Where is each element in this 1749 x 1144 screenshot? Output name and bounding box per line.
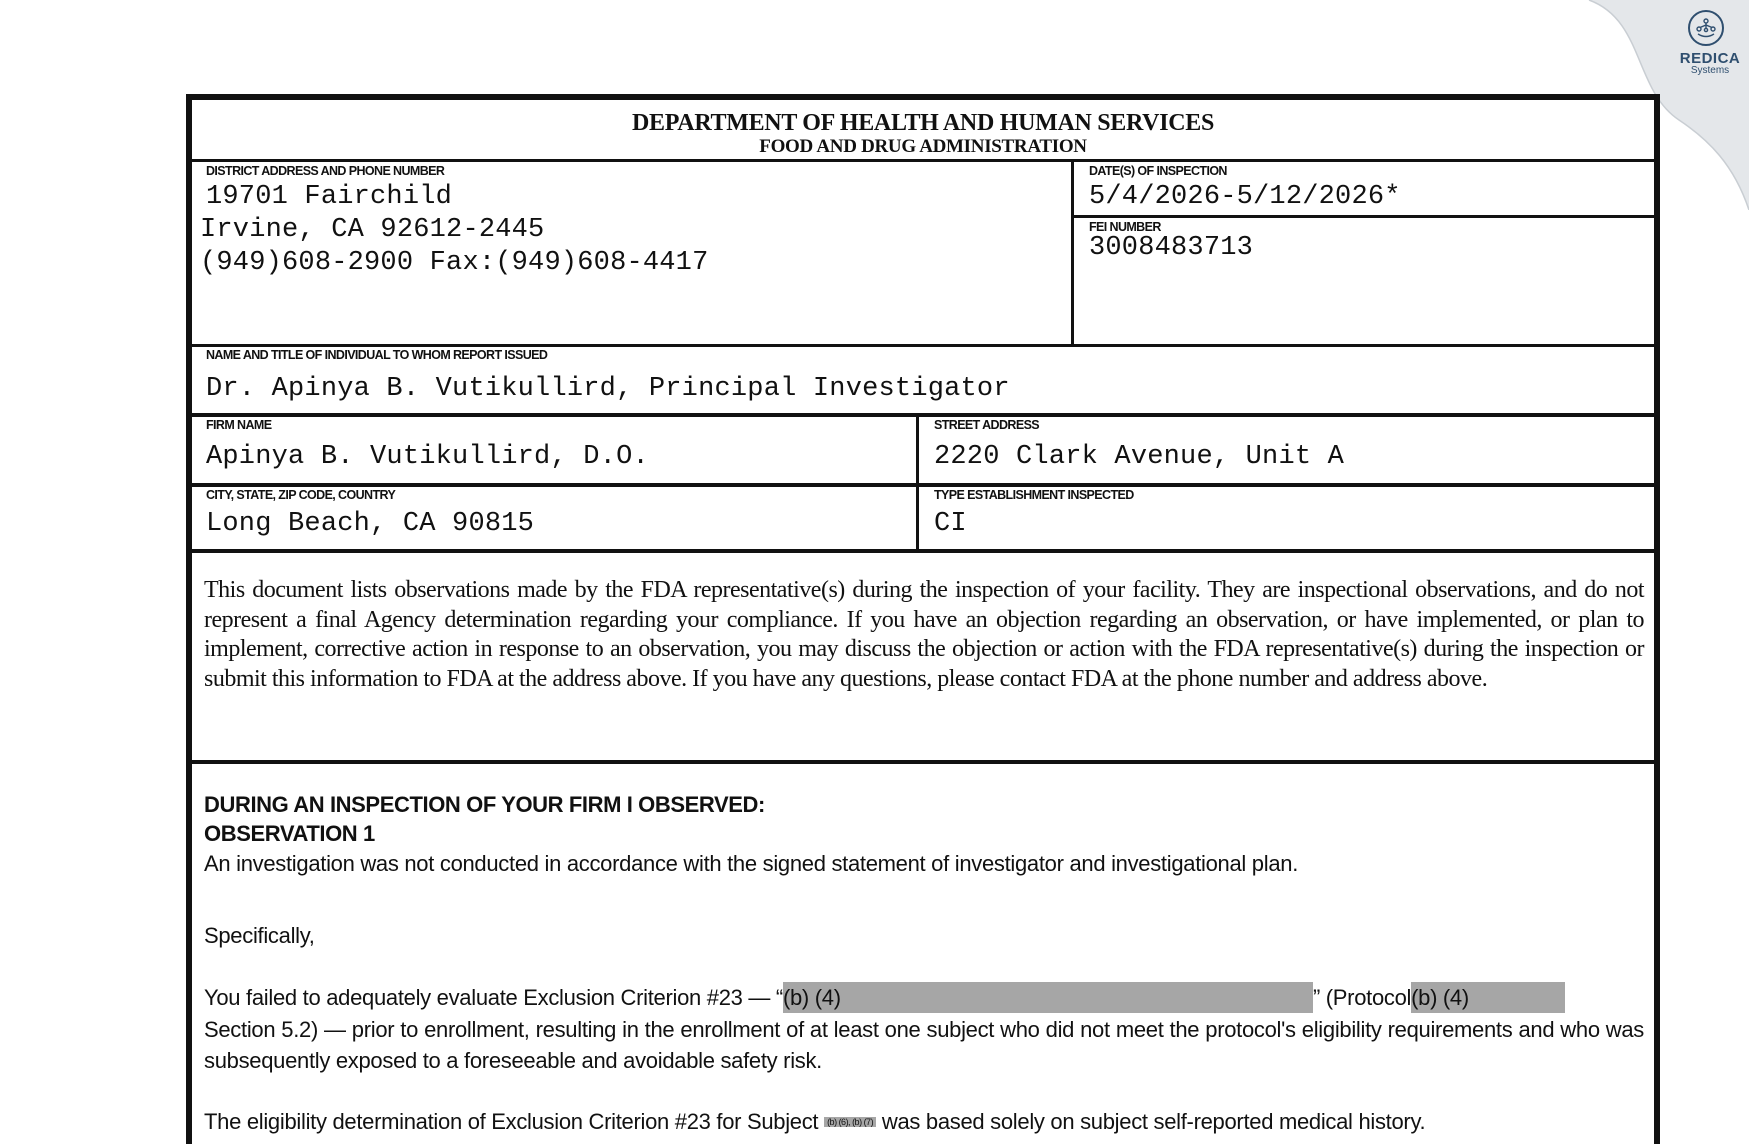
divider — [192, 159, 1654, 162]
district-label: DISTRICT ADDRESS AND PHONE NUMBER — [206, 164, 445, 178]
district-line1: 19701 Fairchild — [206, 182, 453, 212]
divider — [1071, 159, 1074, 344]
fei-label: FEI NUMBER — [1089, 220, 1161, 234]
type-label: TYPE ESTABLISHMENT INSPECTED — [934, 488, 1134, 502]
divider — [192, 344, 1654, 347]
divider — [192, 413, 1654, 417]
observation-title: OBSERVATION 1 — [204, 821, 375, 846]
divider — [192, 760, 1654, 764]
department-title: DEPARTMENT OF HEALTH AND HUMAN SERVICES — [631, 110, 1215, 136]
individual-label: NAME AND TITLE OF INDIVIDUAL TO WHOM REPORT ISSUED — [206, 348, 548, 362]
divider — [192, 549, 1654, 553]
district-phone: (949)608-2900 Fax:(949)608-4417 — [200, 248, 709, 278]
firm-value: Apinya B. Vutikullird, D.O. — [206, 442, 649, 472]
street-value: 2220 Clark Avenue, Unit A — [934, 442, 1345, 472]
observation-para1-line1 — [204, 982, 1644, 1013]
logo-name: REDICA — [1679, 50, 1741, 67]
divider — [192, 483, 1654, 487]
observation-para2 — [204, 1106, 1644, 1138]
city-label: CITY, STATE, ZIP CODE, COUNTRY — [206, 488, 396, 502]
redaction-box: (b) (6), (b) (7) — [824, 1117, 876, 1127]
para1-text-b: ” (Protocol — [1312, 985, 1412, 1010]
agency-title: FOOD AND DRUG ADMINISTRATION — [759, 136, 1087, 157]
logo-subtitle: Systems — [1690, 65, 1730, 76]
dates-label: DATE(S) OF INSPECTION — [1089, 164, 1227, 178]
para1-text-a: You failed to adequately evaluate Exclusion Criterion #23 — “ — [204, 985, 783, 1010]
para2-text-b: was based solely on subject self-reported medical history. — [881, 1109, 1426, 1134]
type-value: CI — [934, 509, 967, 539]
observation-text: An investigation was not conducted in accordance with the signed statement of investigator and investigational plan. — [204, 851, 1299, 876]
street-label: STREET ADDRESS — [934, 418, 1040, 432]
observations-heading: DURING AN INSPECTION OF YOUR FIRM I OBSERVED: — [204, 792, 765, 817]
district-line2: Irvine, CA 92612-2445 — [200, 215, 545, 245]
divider — [1073, 215, 1654, 218]
para2-text-a: The eligibility determination of Exclusion Criterion #23 for Subject — [204, 1109, 819, 1134]
redica-logo-icon — [1688, 10, 1724, 46]
inspection-form — [186, 94, 1660, 1144]
specifically-text: Specifically, — [204, 923, 315, 948]
city-value: Long Beach, CA 90815 — [206, 509, 535, 539]
fei-value: 3008483713 — [1089, 233, 1254, 263]
redaction-box: (b) (4) — [783, 982, 1313, 1013]
observation-para1-rest: Section 5.2) — prior to enrollment, resulting in the enrollment of at least one subject who did not meet the protocol's eligibility requirements and who was subsequently exposed to a foreseeable and avoidable safety risk. — [204, 1017, 1644, 1073]
notice-paragraph: This document lists observations made by the FDA representative(s) during the inspection of your facility. They are inspectional observations, and do not represent a final Agency determination regarding your compliance. If you have an objection regarding an observation, or have implemented, or plan to implement, corrective action in response to an observation, you may discuss the objection or action with the FDA representative(s) during the inspection or submit this information to FDA at the address above. If you have any questions, please contact FDA at the phone number and address above. — [204, 577, 1644, 692]
firm-label: FIRM NAME — [206, 418, 272, 432]
redaction-box: (b) (4) — [1411, 982, 1565, 1013]
dates-value: 5/4/2026-5/12/2026* — [1089, 182, 1401, 212]
individual-value: Dr. Apinya B. Vutikullird, Principal Investigator — [206, 374, 1010, 404]
